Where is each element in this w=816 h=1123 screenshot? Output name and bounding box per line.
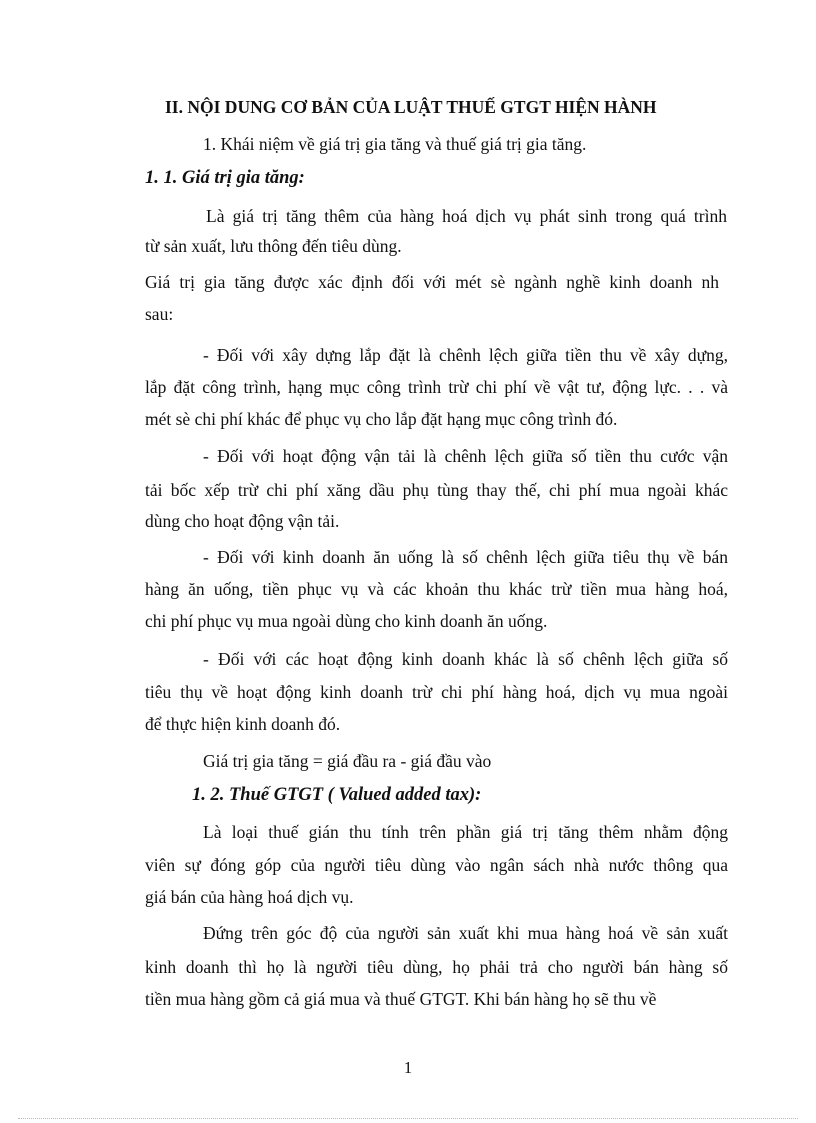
paragraph-line: kinh doanh thì họ là người tiêu dùng, họ phải trả cho người bán hàng số bbox=[145, 957, 728, 977]
section-1-1-title: 1. 1. Giá trị gia tăng: bbox=[145, 168, 305, 188]
paragraph-line: dùng cho hoạt động vận tải. bbox=[145, 511, 340, 531]
paragraph-line: từ sản xuất, lưu thông đến tiêu dùng. bbox=[145, 236, 402, 256]
paragraph-line: Là loại thuế gián thu tính trên phần giá trị tăng thêm nhằm động bbox=[203, 822, 728, 842]
subheading: 1. Khái niệm về giá trị gia tăng và thuế giá trị gia tăng. bbox=[203, 134, 587, 154]
paragraph-line: - Đối với hoạt động vận tải là chênh lệch giữa số tiền thu cước vận bbox=[203, 446, 728, 466]
paragraph-line: Là giá trị tăng thêm của hàng hoá dịch vụ phát sinh trong quá trình bbox=[206, 206, 727, 226]
paragraph-line: lắp đặt công trình, hạng mục công trình trừ chi phí về vật tư, động lực. . . và bbox=[145, 377, 728, 397]
paragraph-line: tải bốc xếp trừ chi phí xăng dầu phụ tùng thay thế, chi phí mua ngoài khác bbox=[145, 480, 728, 500]
paragraph-line: Đứng trên góc độ của người sản xuất khi mua hàng hoá về sản xuất bbox=[203, 923, 728, 943]
page-number: 1 bbox=[403, 1058, 413, 1077]
paragraph-line: tiền mua hàng gồm cả giá mua và thuế GTGT. Khi bán hàng họ sẽ thu về bbox=[145, 989, 657, 1009]
formula-line: Giá trị gia tăng = giá đầu ra - giá đầu vào bbox=[203, 751, 492, 771]
paragraph-line: - Đối với xây dựng lắp đặt là chênh lệch giữa tiền thu về xây dựng, bbox=[203, 345, 728, 365]
section-1-2-title: 1. 2. Thuế GTGT ( Valued added tax): bbox=[192, 785, 482, 805]
paragraph-line: chi phí phục vụ mua ngoài dùng cho kinh doanh ăn uống. bbox=[145, 611, 548, 631]
paragraph-line: - Đối với các hoạt động kinh doanh khác là số chênh lệch giữa số bbox=[203, 649, 728, 669]
paragraph-line: viên sự đóng góp của người tiêu dùng vào ngân sách nhà nước thông qua bbox=[145, 855, 728, 875]
paragraph-line: - Đối với kinh doanh ăn uống là số chênh lệch giữa tiêu thụ về bán bbox=[203, 547, 728, 567]
section-heading: II. NỘI DUNG CƠ BẢN CỦA LUẬT THUẾ GTGT HIỆN HÀNH bbox=[165, 97, 657, 117]
paragraph-line: hàng ăn uống, tiền phục vụ và các khoản thu khác trừ tiền mua hàng hoá, bbox=[145, 579, 728, 599]
paragraph-line: sau: bbox=[145, 304, 174, 324]
paragraph-line: Giá trị gia tăng được xác định đối với mét sè ngành nghề kinh doanh nh bbox=[145, 272, 719, 292]
paragraph-line: để thực hiện kinh doanh đó. bbox=[145, 714, 341, 734]
page-separator bbox=[18, 1118, 798, 1119]
paragraph-line: tiêu thụ về hoạt động kinh doanh trừ chi phí hàng hoá, dịch vụ mua ngoài bbox=[145, 682, 728, 702]
paragraph-line: giá bán của hàng hoá dịch vụ. bbox=[145, 887, 354, 907]
paragraph-line: mét sè chi phí khác để phục vụ cho lắp đặt hạng mục công trình đó. bbox=[145, 409, 618, 429]
